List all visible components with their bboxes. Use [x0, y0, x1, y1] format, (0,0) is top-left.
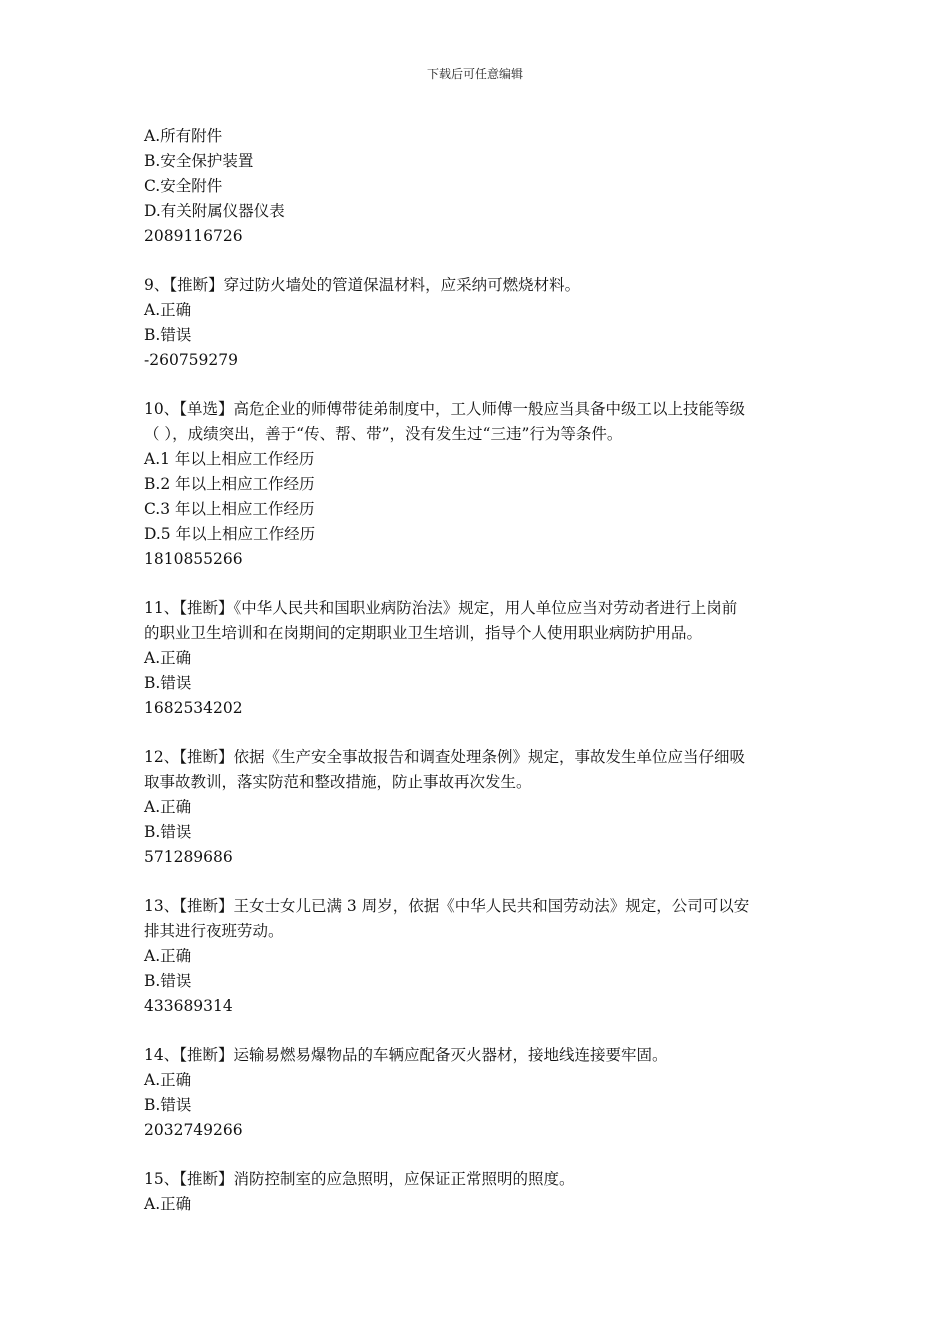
- question-code: 1682534202: [144, 699, 243, 717]
- question-text: 14、【推断】运输易燃易爆物品的车辆应配备灭火器材，接地线连接要牢固。: [144, 1046, 668, 1064]
- question-code: 2089116726: [144, 227, 243, 245]
- question-text-line-2: 排其进行夜班劳动。: [144, 922, 284, 940]
- spacer: [144, 572, 808, 596]
- option-a: A.所有附件: [144, 127, 223, 145]
- question-text: 15、【推断】消防控制室的应急照明，应保证正常照明的照度。: [144, 1170, 575, 1188]
- option-a: A.正确: [144, 1071, 192, 1089]
- spacer: [144, 1143, 808, 1167]
- question-12: [144, 745, 808, 870]
- page-header: 下载后可任意编辑: [426, 67, 523, 81]
- question-9: [144, 273, 808, 373]
- question-code: 1810855266: [144, 550, 243, 568]
- option-a: A.正确: [144, 798, 192, 816]
- question-10: [144, 397, 808, 572]
- question-text-line-2: 的职业卫生培训和在岗期间的定期职业卫生培训，指导个人使用职业病防护用品。: [144, 624, 703, 642]
- spacer: [144, 249, 808, 273]
- question-text-line-1: 11、【推断】《中华人民共和国职业病防治法》规定，用人单位应当对劳动者进行上岗前: [144, 599, 738, 617]
- question-code: 433689314: [144, 997, 233, 1015]
- option-b: B.错误: [144, 823, 192, 841]
- option-a: A.1 年以上相应工作经历: [144, 450, 315, 468]
- spacer: [144, 721, 808, 745]
- question-code: 571289686: [144, 848, 233, 866]
- question-11: [144, 596, 808, 721]
- option-a: A.正确: [144, 301, 192, 319]
- question-text-line-1: 12、【推断】依据《生产安全事故报告和调查处理条例》规定，事故发生单位应当仔细吸: [144, 748, 745, 766]
- spacer: [144, 870, 808, 894]
- question-code: -260759279: [144, 351, 238, 369]
- option-b: B.错误: [144, 972, 192, 990]
- option-b: B.2 年以上相应工作经历: [144, 475, 315, 493]
- option-c: C.安全附件: [144, 177, 223, 195]
- option-b: B.安全保护装置: [144, 152, 254, 170]
- question-14: [144, 1043, 808, 1143]
- option-b: B.错误: [144, 1096, 192, 1114]
- option-a: A.正确: [144, 1195, 192, 1213]
- spacer: [144, 1019, 808, 1043]
- option-d: D.5 年以上相应工作经历: [144, 525, 316, 543]
- question-text-line-2: （ ），成绩突出，善于“传、帮、带”，没有发生过“三违”行为等条件。: [144, 425, 623, 443]
- question-code: 2032749266: [144, 1121, 243, 1139]
- question-8-continuation: [144, 124, 808, 249]
- question-13: [144, 894, 808, 1019]
- question-text-line-2: 取事故教训，落实防范和整改措施，防止事故再次发生。: [144, 773, 532, 791]
- option-b: B.错误: [144, 674, 192, 692]
- question-text-line-1: 10、【单选】高危企业的师傅带徒弟制度中，工人师傅一般应当具备中级工以上技能等级: [144, 400, 745, 418]
- question-15: [144, 1167, 808, 1217]
- question-text: 9、【推断】穿过防火墙处的管道保温材料，应采纳可燃烧材料。: [144, 276, 581, 294]
- option-c: C.3 年以上相应工作经历: [144, 500, 315, 518]
- option-a: A.正确: [144, 947, 192, 965]
- option-b: B.错误: [144, 326, 192, 344]
- spacer: [144, 373, 808, 397]
- option-a: A.正确: [144, 649, 192, 667]
- option-d: D.有关附属仪器仪表: [144, 202, 285, 220]
- document-body: [144, 124, 808, 1217]
- question-text-line-1: 13、【推断】王女士女儿已满 3 周岁，依据《中华人民共和国劳动法》规定，公司可以安: [144, 897, 750, 915]
